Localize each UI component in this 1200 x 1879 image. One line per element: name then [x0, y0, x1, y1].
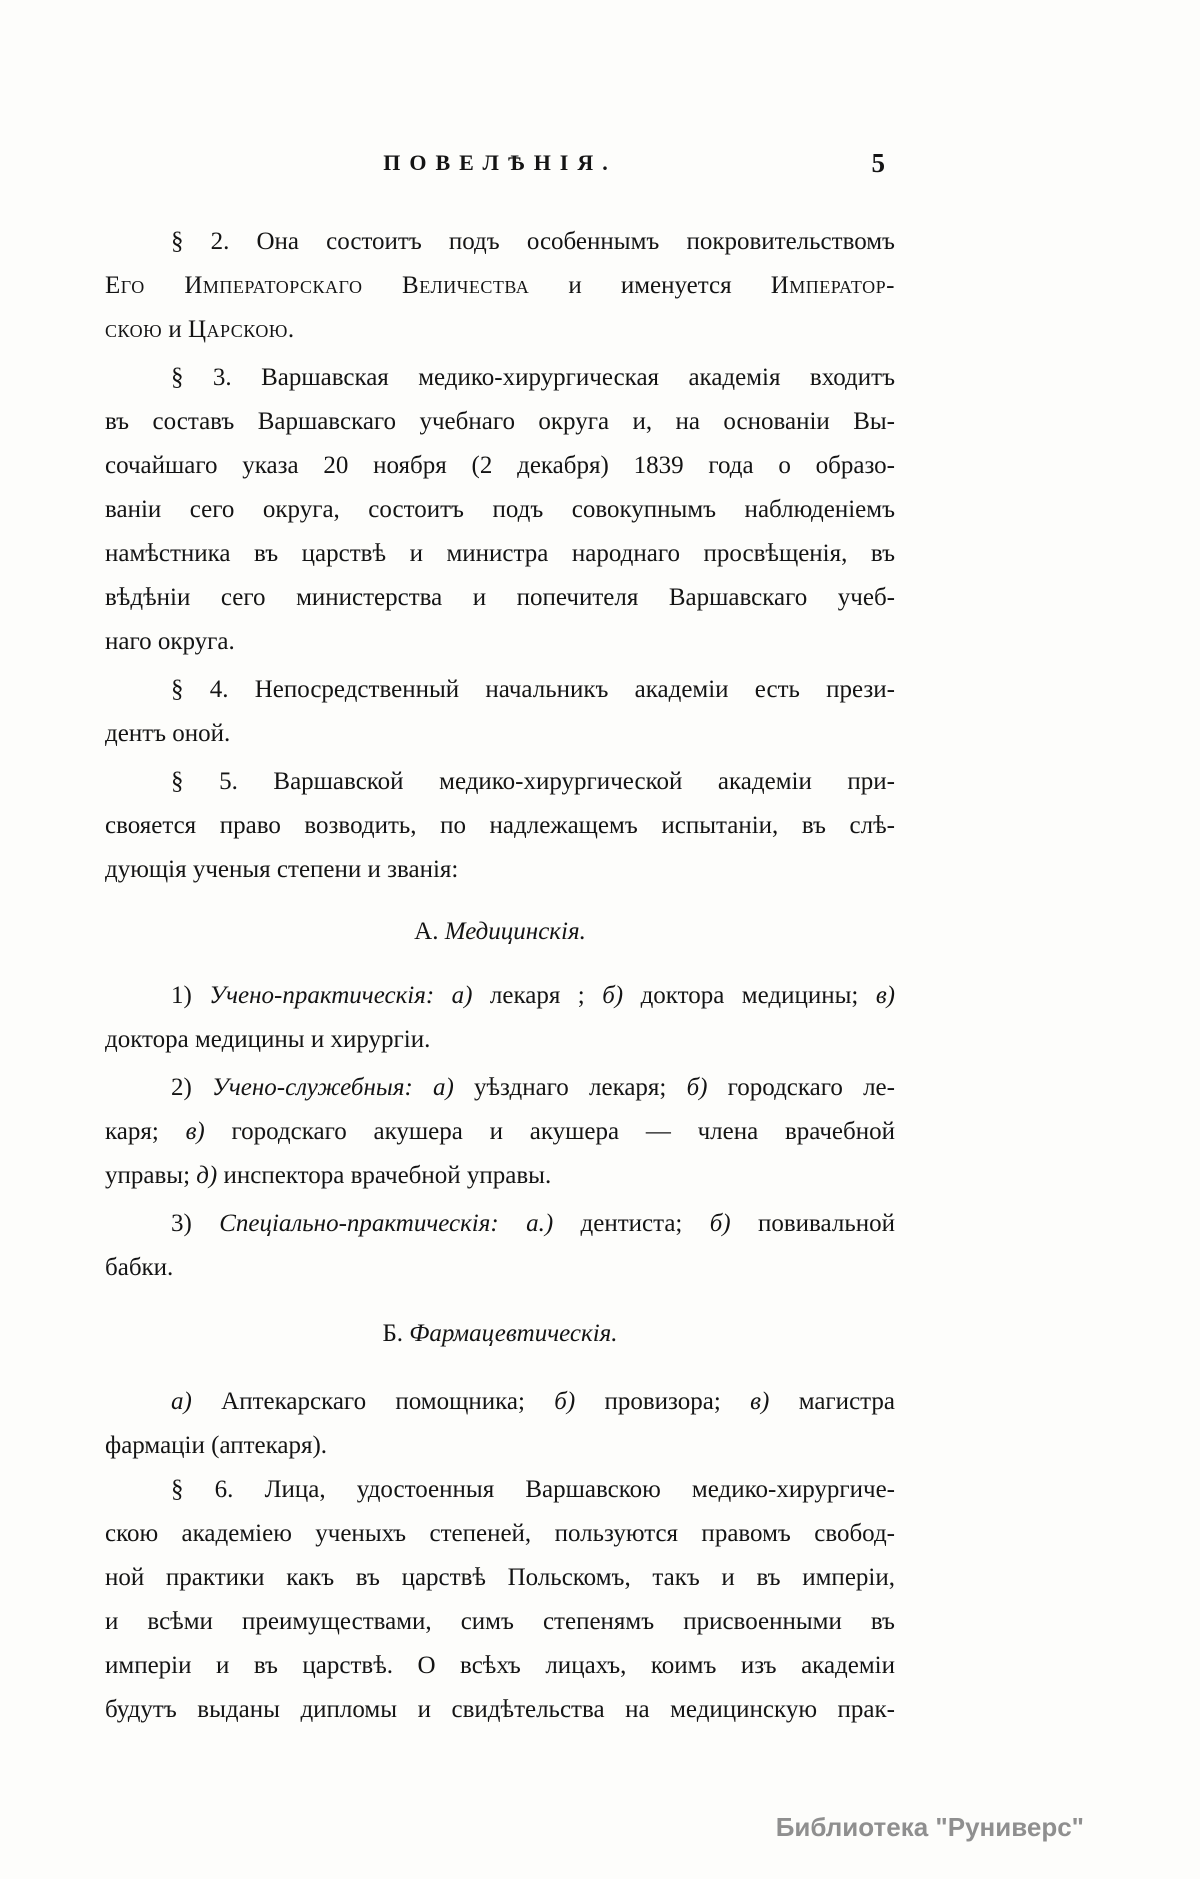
- text-line: § 4. Непосредственный начальникъ академіи есть прези-: [171, 676, 895, 703]
- text-segment: 1): [171, 982, 210, 1009]
- text-line: и всѣми преимуществами, симъ степенямъ присвоенными въ: [105, 1608, 895, 1635]
- paragraph-pharmaceutical: [105, 1380, 895, 1468]
- text-line: въ составъ Варшавскаго учебнаго округа и, на основаніи Вы-: [105, 408, 895, 435]
- text-line: § 3. Варшавская медико-хирургическая академія входитъ: [171, 364, 895, 391]
- text-line: [105, 1202, 895, 1246]
- text-segment-italic: б): [709, 1210, 731, 1237]
- text-segment: повивальной: [730, 1210, 895, 1237]
- text-segment: доктора медицины;: [623, 982, 876, 1009]
- text-segment-smallcaps: скою: [105, 316, 163, 343]
- text-segment: провизора;: [575, 1388, 751, 1415]
- text-segment: управы;: [105, 1162, 197, 1189]
- text-line: § 5. Варшавской медико-хирургической академіи при-: [171, 768, 895, 795]
- text-segment-italic: в): [185, 1118, 205, 1145]
- text-segment-italic: в): [875, 982, 895, 1009]
- text-line: имперіи и въ царствѣ. О всѣхъ лицахъ, коимъ изъ академіи: [105, 1652, 895, 1679]
- text-line: ваніи сего округа, состоитъ подъ совокупнымъ наблюденіемъ: [105, 496, 895, 523]
- text-line: § 2. Она состоитъ подъ особеннымъ покровительствомъ: [171, 228, 895, 255]
- text-segment: уѣзднаго лекаря;: [453, 1074, 687, 1101]
- text-line: [105, 1380, 895, 1424]
- text-line: наго округа.: [105, 628, 235, 655]
- text-segment: городскаго акушера и акушера — члена врачебной: [204, 1118, 895, 1145]
- text-line: скою академіею ученыхъ степеней, пользуются правомъ свобод-: [105, 1520, 895, 1547]
- paragraph-section-2: [105, 220, 895, 352]
- text-segment: 2): [171, 1074, 213, 1101]
- paragraph-section-3: [105, 356, 895, 664]
- text-segment: каря;: [105, 1118, 186, 1145]
- heading-letter: А.: [414, 918, 445, 945]
- text-line: [105, 264, 895, 308]
- text-segment: Аптекарскаго помощника;: [191, 1388, 555, 1415]
- text-line: свояется право возводить, по надлежащемъ испытаніи, въ слѣ-: [105, 812, 895, 839]
- text-line: [105, 308, 895, 352]
- section-heading-medical: [105, 910, 895, 954]
- paragraph-section-4: [105, 668, 895, 756]
- text-segment-italic: б): [602, 982, 624, 1009]
- text-segment: дентиста;: [553, 1210, 710, 1237]
- text-line: доктора медицины и хирургіи.: [105, 1026, 431, 1053]
- text-segment: 3): [171, 1210, 220, 1237]
- paragraph-section-6: [105, 1468, 895, 1732]
- text-segment: и: [162, 316, 188, 343]
- text-segment-italic: Спеціально-практическія: а.): [219, 1210, 554, 1237]
- text-segment-smallcaps: Император-: [770, 272, 895, 299]
- text-segment: лекаря ;: [472, 982, 603, 1009]
- text-line: бабки.: [105, 1254, 174, 1281]
- heading-title: Фармацевтическія.: [409, 1320, 618, 1347]
- watermark: Библиотека "Руниверс": [775, 1812, 1084, 1842]
- text-segment-italic: а): [171, 1388, 192, 1415]
- text-line: ной практики какъ въ царствѣ Польскомъ, такъ и въ имперіи,: [105, 1564, 895, 1591]
- list-item-1: [105, 974, 895, 1062]
- text-line: дующія ученыя степени и званія:: [105, 856, 459, 883]
- page-header: [105, 146, 895, 180]
- list-item-2: [105, 1066, 895, 1198]
- text-line: сочайшаго указа 20 ноября (2 декабря) 1839 года о образо-: [105, 452, 895, 479]
- text-segment: магистра: [769, 1388, 895, 1415]
- list-item-3: [105, 1202, 895, 1290]
- heading-title: Медицинскія.: [444, 918, 586, 945]
- text-segment-italic: в): [750, 1388, 770, 1415]
- text-line: [105, 1110, 895, 1154]
- text-line: [105, 1066, 895, 1110]
- text-segment-italic: б): [686, 1074, 708, 1101]
- text-line: намѣстника въ царствѣ и министра народнаго просвѣщенія, въ: [105, 540, 895, 567]
- text-line: дентъ оной.: [105, 720, 231, 747]
- text-line: вѣдѣніи сего министерства и попечителя Варшавскаго учеб-: [105, 584, 895, 611]
- paragraph-section-5: [105, 760, 895, 892]
- heading-letter: Б.: [382, 1320, 410, 1347]
- text-segment: инспектора врачебной управы.: [217, 1162, 552, 1189]
- text-line: [105, 974, 895, 1018]
- text-line: фармаціи (аптекаря).: [105, 1432, 328, 1459]
- text-segment: городскаго ле-: [707, 1074, 895, 1101]
- text-segment-italic: Учено-служебныя: а): [212, 1074, 454, 1101]
- text-segment: .: [287, 316, 295, 343]
- text-segment-italic: Учено-практическія: а): [209, 982, 473, 1009]
- text-segment-italic: д): [196, 1162, 218, 1189]
- text-segment-smallcaps: Его Императорскаго Величества: [105, 272, 530, 299]
- text-segment-italic: б): [554, 1388, 576, 1415]
- running-head-title: ПОВЕЛѢНІЯ.: [383, 150, 617, 175]
- text-column: [105, 220, 895, 1732]
- text-line: [105, 1154, 895, 1198]
- text-line: § 6. Лица, удостоенныя Варшавскою медико-хирургиче-: [171, 1476, 895, 1503]
- text-segment: и именуется: [529, 272, 771, 299]
- text-segment-smallcaps: Царскою: [187, 316, 288, 343]
- text-line: будутъ выданы дипломы и свидѣтельства на медицинскую прак-: [105, 1696, 895, 1723]
- section-heading-pharmaceutical: [105, 1312, 895, 1356]
- page-number: 5: [871, 148, 885, 178]
